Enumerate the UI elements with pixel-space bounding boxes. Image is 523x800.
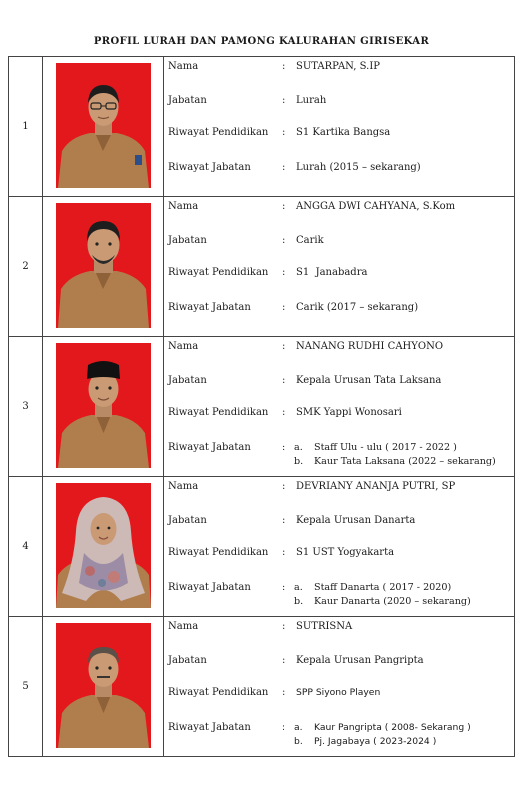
profile-table <box>8 56 515 757</box>
label-pendidikan: Riwayat Pendidikan <box>168 407 269 418</box>
label-nama: Nama <box>168 621 199 632</box>
colon: : <box>282 547 286 558</box>
list-marker: b. <box>294 456 304 467</box>
riwayat-jabatan-list <box>282 582 522 610</box>
list-text: Kaur Pangripta ( 2008- Sekarang ) <box>314 722 471 733</box>
portrait-photo <box>56 203 151 328</box>
value-jabatan: Lurah <box>296 95 327 106</box>
colon: : <box>282 442 286 453</box>
table-row <box>9 57 515 197</box>
label-jabatan: Jabatan <box>168 235 207 246</box>
value-nama: SUTRISNA <box>296 621 353 632</box>
colon: : <box>282 722 286 733</box>
colon: : <box>282 407 286 418</box>
label-riwayat-jabatan: Riwayat Jabatan <box>168 442 251 453</box>
value-pendidikan: SPP Siyono Playen <box>296 687 381 698</box>
colon: : <box>282 95 286 106</box>
label-pendidikan: Riwayat Pendidikan <box>168 687 269 698</box>
label-jabatan: Jabatan <box>168 95 207 106</box>
label-riwayat-jabatan: Riwayat Jabatan <box>168 162 251 173</box>
label-riwayat-jabatan: Riwayat Jabatan <box>168 722 251 733</box>
list-marker: a. <box>294 722 303 733</box>
value-nama: NANANG RUDHI CAHYONO <box>296 341 444 352</box>
colon: : <box>282 655 286 666</box>
profile-info <box>164 477 515 617</box>
portrait-photo <box>56 483 151 608</box>
label-riwayat-jabatan: Riwayat Jabatan <box>168 302 251 313</box>
table-row <box>9 617 515 757</box>
portrait-illustration <box>56 343 151 468</box>
colon: : <box>282 61 286 72</box>
table-row <box>9 337 515 477</box>
portrait-photo <box>56 343 151 468</box>
list-marker: a. <box>294 582 303 593</box>
value-riwayat-jabatan: Carik (2017 – sekarang) <box>296 302 419 313</box>
list-marker: a. <box>294 442 303 453</box>
profile-info <box>164 197 515 337</box>
list-text: Kaur Danarta (2020 – sekarang) <box>314 596 471 607</box>
value-nama: SUTARPAN, S.IP <box>296 61 381 72</box>
list-text: Pj. Jagabaya ( 2023-2024 ) <box>314 736 437 747</box>
table-row <box>9 477 515 617</box>
colon: : <box>282 235 286 246</box>
riwayat-jabatan-list <box>282 722 522 750</box>
list-item <box>282 722 522 736</box>
page-title: PROFIL LURAH DAN PAMONG KALURAHAN GIRISEKAR <box>93 36 430 47</box>
list-item <box>282 456 522 470</box>
row-number: 3 <box>9 337 43 477</box>
value-nama: ANGGA DWI CAHYANA, S.Kom <box>296 201 456 212</box>
list-item <box>282 442 522 456</box>
profile-info <box>164 57 515 197</box>
label-jabatan: Jabatan <box>168 655 207 666</box>
list-item <box>282 582 522 596</box>
label-nama: Nama <box>168 341 199 352</box>
row-number: 4 <box>9 477 43 617</box>
colon: : <box>282 582 286 593</box>
table-row <box>9 197 515 337</box>
photo-cell <box>43 197 164 337</box>
colon: : <box>282 127 286 138</box>
label-pendidikan: Riwayat Pendidikan <box>168 127 269 138</box>
list-item <box>282 596 522 610</box>
portrait-photo <box>56 63 151 188</box>
riwayat-jabatan-list <box>282 442 522 470</box>
row-number: 1 <box>9 57 43 197</box>
value-pendidikan: S1 UST Yogyakarta <box>296 547 395 558</box>
list-marker: b. <box>294 596 304 607</box>
colon: : <box>282 201 286 212</box>
value-jabatan: Kepala Urusan Pangripta <box>296 655 424 666</box>
row-number: 5 <box>9 617 43 757</box>
profile-info <box>164 617 515 757</box>
label-nama: Nama <box>168 201 199 212</box>
colon: : <box>282 621 286 632</box>
colon: : <box>282 267 286 278</box>
colon: : <box>282 341 286 352</box>
list-marker: b. <box>294 736 303 747</box>
value-riwayat-jabatan: Lurah (2015 – sekarang) <box>296 162 421 173</box>
value-jabatan: Kepala Urusan Danarta <box>296 515 416 526</box>
label-pendidikan: Riwayat Pendidikan <box>168 547 269 558</box>
label-nama: Nama <box>168 481 199 492</box>
list-text: Staff Danarta ( 2017 - 2020) <box>314 582 452 593</box>
row-number: 2 <box>9 197 43 337</box>
label-riwayat-jabatan: Riwayat Jabatan <box>168 582 251 593</box>
portrait-illustration <box>56 63 151 188</box>
list-text: Kaur Tata Laksana (2022 – sekarang) <box>314 456 496 467</box>
portrait-illustration <box>56 623 151 748</box>
portrait-photo <box>56 623 151 748</box>
colon: : <box>282 162 286 173</box>
value-pendidikan: SMK Yappi Wonosari <box>296 407 402 418</box>
value-jabatan: Carik <box>296 235 324 246</box>
label-jabatan: Jabatan <box>168 515 207 526</box>
value-nama: DEVRIANY ANANJA PUTRI, SP <box>296 481 456 492</box>
photo-cell <box>43 57 164 197</box>
list-item <box>282 736 522 750</box>
value-pendidikan: S1 Janabadra <box>296 267 368 278</box>
label-nama: Nama <box>168 61 199 72</box>
list-text: Staff Ulu - ulu ( 2017 - 2022 ) <box>314 442 457 453</box>
value-jabatan: Kepala Urusan Tata Laksana <box>296 375 442 386</box>
colon: : <box>282 515 286 526</box>
value-pendidikan: S1 Kartika Bangsa <box>296 127 391 138</box>
portrait-illustration <box>56 203 151 328</box>
label-pendidikan: Riwayat Pendidikan <box>168 267 269 278</box>
label-jabatan: Jabatan <box>168 375 207 386</box>
colon: : <box>282 302 286 313</box>
photo-cell <box>43 337 164 477</box>
portrait-illustration <box>56 483 151 608</box>
colon: : <box>282 375 286 386</box>
colon: : <box>282 687 286 698</box>
profile-info <box>164 337 515 477</box>
photo-cell <box>43 617 164 757</box>
photo-cell <box>43 477 164 617</box>
colon: : <box>282 481 286 492</box>
